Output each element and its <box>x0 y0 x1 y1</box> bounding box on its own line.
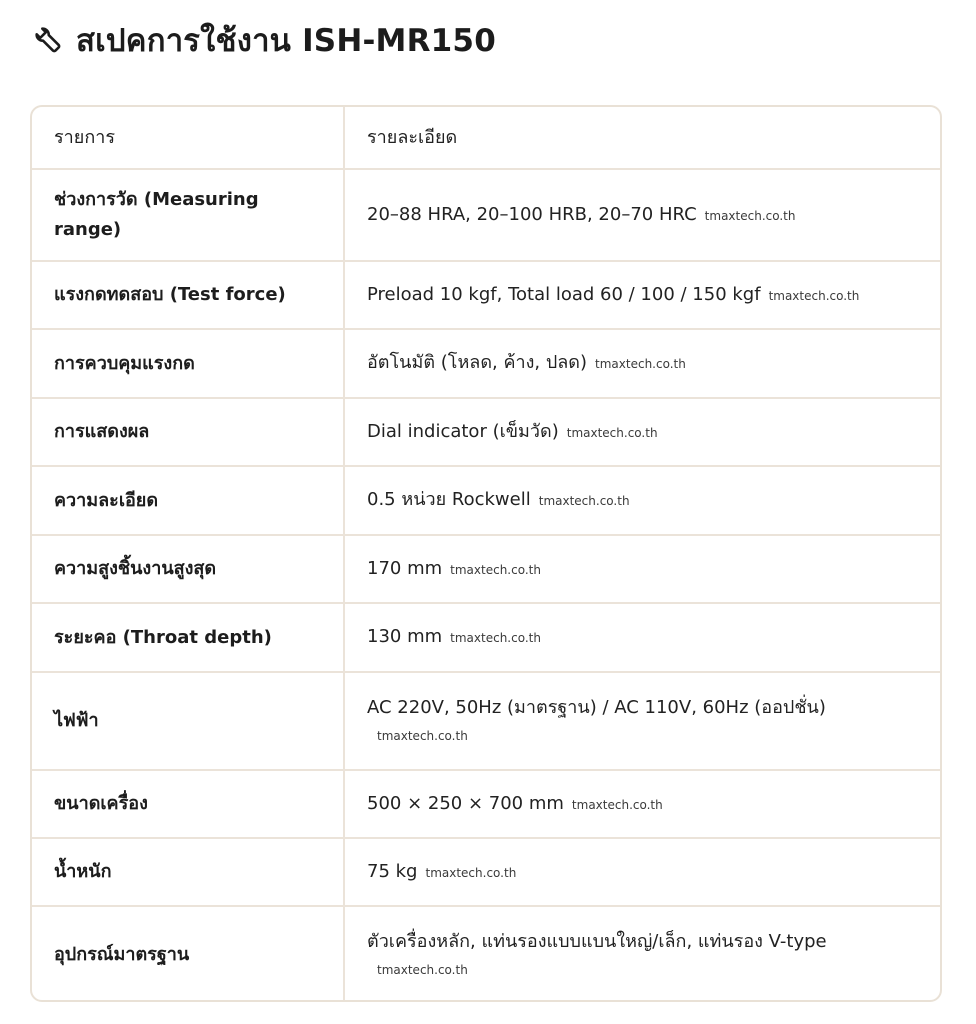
row-label: การควบคุมแรงกด <box>32 329 344 398</box>
row-value: 500 × 250 × 700 mm <box>367 792 564 814</box>
row-label: แรงกดทดสอบ (Test force) <box>32 261 344 329</box>
watermark-text: tmaxtech.co.th <box>377 729 468 743</box>
row-value: Preload 10 kgf, Total load 60 / 100 / 150 kgf <box>367 283 761 305</box>
watermark-text: tmaxtech.co.th <box>450 631 541 645</box>
table-row <box>32 398 940 466</box>
row-value: AC 220V, 50Hz (มาตรฐาน) / AC 110V, 60Hz (ออปชั่น) <box>367 697 826 718</box>
watermark-text: tmaxtech.co.th <box>704 208 796 223</box>
row-label: ความสูงชิ้นงานสูงสุด <box>32 535 344 603</box>
watermark-text: tmaxtech.co.th <box>450 562 541 577</box>
column-header-item: รายการ <box>32 107 344 169</box>
watermark-text: tmaxtech.co.th <box>768 288 860 303</box>
table-row <box>32 770 940 838</box>
row-value: อัตโนมัติ (โหลด, ค้าง, ปลด) <box>367 352 588 373</box>
row-value: 0.5 หน่วย Rockwell <box>367 489 531 510</box>
watermark-text: tmaxtech.co.th <box>595 357 686 371</box>
page-title <box>30 18 496 62</box>
row-value-cell <box>344 535 940 603</box>
row-value: Dial indicator (เข็มวัด) <box>367 420 559 442</box>
row-value-cell <box>344 261 940 329</box>
watermark-text: tmaxtech.co.th <box>377 962 468 977</box>
spec-table-card <box>30 105 942 1002</box>
table-row <box>32 603 940 672</box>
row-value-cell <box>344 466 940 535</box>
row-value-cell <box>344 770 940 838</box>
row-label: น้ำหนัก <box>32 838 344 906</box>
table-row <box>32 535 940 603</box>
watermark-text: tmaxtech.co.th <box>566 425 658 440</box>
page-title-text: สเปคการใช้งาน ISH-MR150 <box>76 23 496 59</box>
table-header-row <box>32 107 940 169</box>
row-value-cell <box>344 672 940 770</box>
row-value-cell <box>344 398 940 466</box>
table-row <box>32 672 940 770</box>
row-value: 170 mm <box>367 557 443 579</box>
row-label: ไฟฟ้า <box>32 672 344 770</box>
row-value-cell <box>344 169 940 261</box>
row-value-cell <box>344 838 940 906</box>
row-value-cell <box>344 603 940 672</box>
row-label: ระยะคอ (Throat depth) <box>32 603 344 672</box>
spec-table <box>32 107 940 1002</box>
row-label: ความละเอียด <box>32 466 344 535</box>
row-value-cell <box>344 906 940 1002</box>
row-value: ตัวเครื่องหลัก, แท่นรองแบบแบนใหญ่/เล็ก, แท่นรอง V-type <box>367 930 827 952</box>
table-row <box>32 261 940 329</box>
row-value: 20–88 HRA, 20–100 HRB, 20–70 HRC <box>367 203 697 225</box>
watermark-text: tmaxtech.co.th <box>425 865 517 880</box>
row-value: 130 mm <box>367 626 443 647</box>
watermark-text: tmaxtech.co.th <box>538 494 630 508</box>
column-header-detail: รายละเอียด <box>344 107 940 169</box>
watermark-text: tmaxtech.co.th <box>571 797 663 812</box>
row-value-cell <box>344 329 940 398</box>
row-label: อุปกรณ์มาตรฐาน <box>32 906 344 1002</box>
table-row <box>32 169 940 261</box>
row-label: ช่วงการวัด (Measuring range) <box>32 169 344 261</box>
table-row <box>32 329 940 398</box>
table-row <box>32 466 940 535</box>
row-label: การแสดงผล <box>32 398 344 466</box>
row-label: ขนาดเครื่อง <box>32 770 344 838</box>
table-row <box>32 838 940 906</box>
row-value: 75 kg <box>367 860 418 882</box>
wrench-icon <box>30 22 66 58</box>
table-row <box>32 906 940 1002</box>
